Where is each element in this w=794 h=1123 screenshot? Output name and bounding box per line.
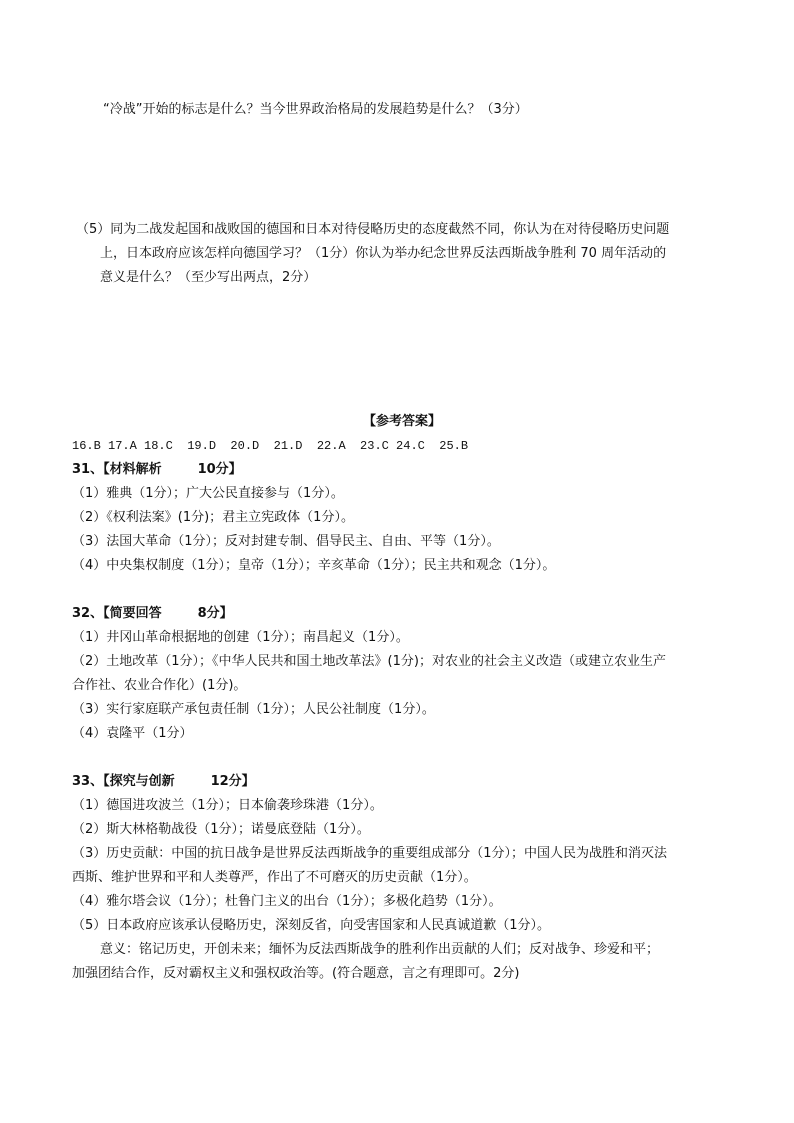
section-32-label: 32、【简要回答: [72, 606, 162, 621]
section-31-header: [72, 461, 242, 479]
question-5-line: 意义是什么？（至少写出两点，2分）: [100, 270, 317, 285]
answer-line: （4）袁隆平（1分）: [72, 726, 193, 741]
question-5-line: 上，日本政府应该怎样向德国学习？（1分）你认为举办纪念世界反法西斯战争胜利 70 周年活动的: [100, 246, 667, 261]
answer-line: （2）土地改革（1分）；《中华人民共和国土地改革法》(1分)；对农业的社会主义改造（或建立农业生产: [72, 654, 666, 669]
answer-line: 西斯、维护世界和平和人类尊严，作出了不可磨灭的历史贡献（1分）。: [72, 870, 477, 885]
section-31-score: 10分】: [197, 462, 242, 477]
section-33-header: [72, 773, 255, 791]
answer-line: （4）雅尔塔会议（1分）；杜鲁门主义的出台（1分）；多极化趋势（1分）。: [72, 894, 502, 909]
answer-line: 加强团结合作，反对霸权主义和强权政治等。(符合题意，言之有理即可。2分): [72, 966, 520, 981]
answer-title: 【参考答案】: [362, 414, 441, 429]
section-32-header: [72, 605, 233, 623]
answer-line: （3）法国大革命（1分）；反对封建专制、倡导民主、自由、平等（1分）。: [72, 534, 500, 549]
answer-line: （3）历史贡献：中国的抗日战争是世界反法西斯战争的重要组成部分（1分）；中国人民为战胜和消灭法: [72, 846, 668, 861]
section-32-score: 8分】: [197, 606, 233, 621]
answer-line: （2）斯大林格勒战役（1分）；诺曼底登陆（1分）。: [72, 822, 370, 837]
section-33-label: 33、【探究与创新: [72, 774, 175, 789]
answer-line: （1）德国进攻波兰（1分）；日本偷袭珍珠港（1分）。: [72, 798, 383, 813]
answer-line: （1）井冈山革命根据地的创建（1分）；南昌起义（1分）。: [72, 630, 409, 645]
answer-line: 合作社、农业合作化）(1分)。: [72, 678, 247, 693]
answer-line: （4）中央集权制度（1分）；皇帝（1分）；辛亥革命（1分）；民主共和观念（1分）。: [72, 558, 556, 573]
answer-line: （3）实行家庭联产承包责任制（1分）；人民公社制度（1分）。: [72, 702, 435, 717]
choice-answers: 16.B 17.A 18.C 19.D 20.D 21.D 22.A 23.C 24.C 25.B: [72, 439, 469, 453]
section-31-label: 31、【材料解析: [72, 462, 162, 477]
section-33-score: 12分】: [210, 774, 255, 789]
answer-line: 意义：铭记历史，开创未来；缅怀为反法西斯战争的胜利作出贡献的人们；反对战争、珍爱和平；: [100, 942, 660, 957]
answer-line: （5）日本政府应该承认侵略历史，深刻反省，向受害国家和人民真诚道歉（1分）。: [72, 918, 551, 933]
answer-line: （1）雅典（1分）；广大公民直接参与（1分）。: [72, 486, 344, 501]
question-5-line: （5）同为二战发起国和战败国的德国和日本对待侵略历史的态度截然不同，你认为在对待侵略历史问题: [76, 222, 670, 237]
answer-line: （2）《权利法案》(1分)；君主立宪政体（1分）。: [72, 510, 354, 525]
question-4-tail: “冷战”开始的标志是什么？当今世界政治格局的发展趋势是什么？（3分）: [103, 102, 528, 117]
